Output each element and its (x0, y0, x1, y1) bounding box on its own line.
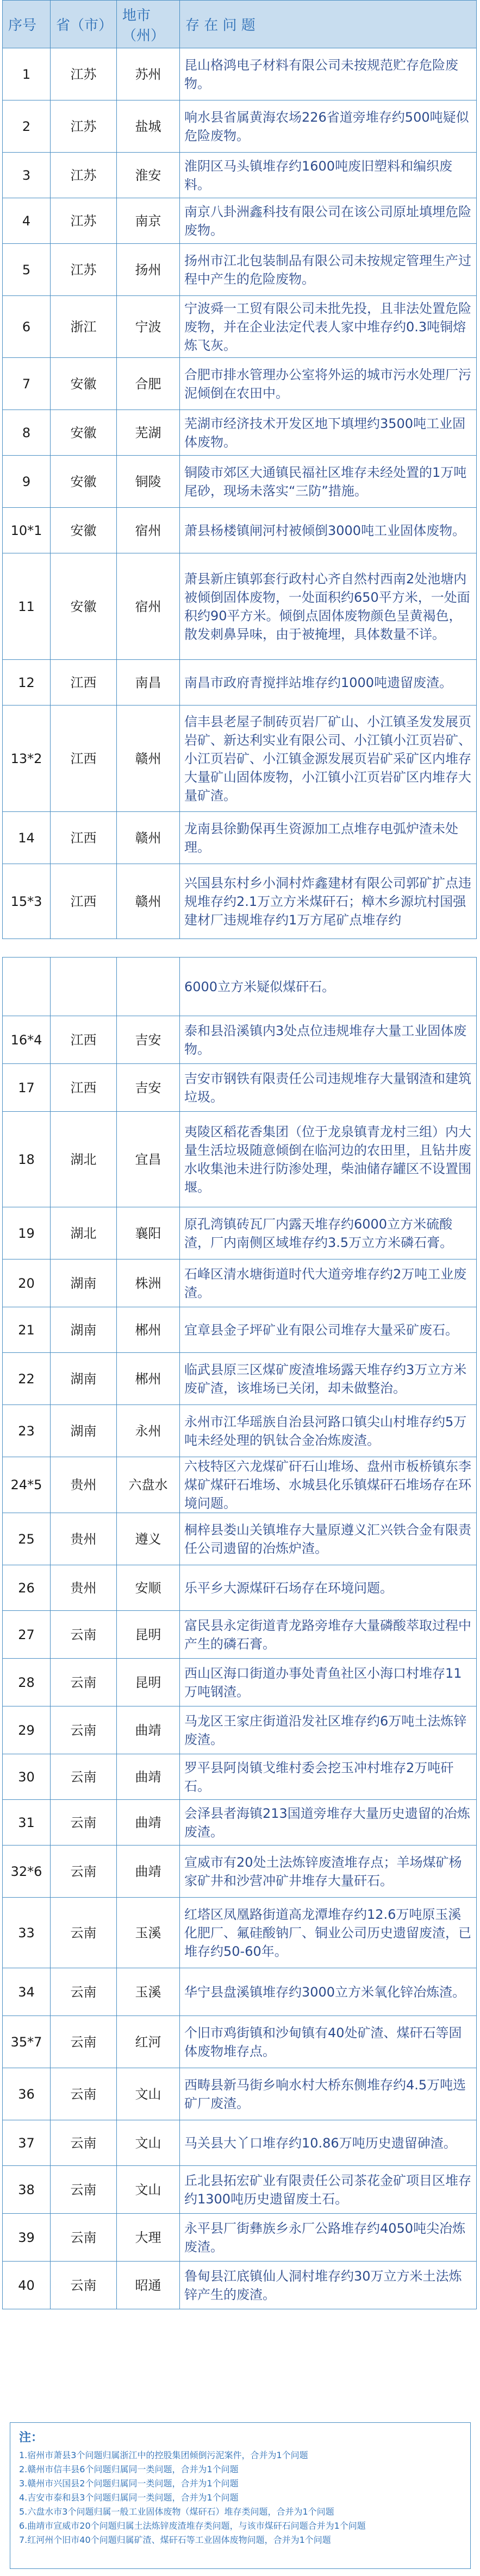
notes-box (10, 2422, 471, 2569)
row-number: 2 (3, 100, 51, 153)
row-city: 昆明 (117, 1659, 180, 1706)
row-number: 6 (3, 296, 51, 358)
row-city: 遵义 (117, 1513, 180, 1565)
row-issue: 淮阴区马头镇堆存约1600吨废旧塑料和编织废料。 (180, 153, 477, 198)
table-row (3, 1112, 477, 1207)
table-row (3, 456, 477, 508)
row-number: 28 (3, 1659, 51, 1706)
row-city: 苏州 (117, 48, 180, 100)
row-province: 湖北 (51, 1112, 117, 1207)
row-city: 昭通 (117, 2262, 180, 2309)
row-city: 文山 (117, 2120, 180, 2166)
row-province: 云南 (51, 1898, 117, 1968)
table-row (3, 2120, 477, 2166)
row-issue: 兴国县东村乡小洞村炸鑫建材有限公司郭矿扩点违规堆存约2.1万立方米煤矸石；樟木乡源坑村国强建材厂违规堆存约1万方尾矿点堆存约 (180, 864, 477, 939)
table-row (3, 2166, 477, 2214)
row-province: 云南 (51, 2214, 117, 2262)
continuation-province (51, 958, 117, 1016)
row-issue: 个旧市鸡街镇和沙甸镇有40处矿渣、煤矸石等固体废物堆存点。 (180, 2016, 477, 2068)
row-issue: 萧县新庄镇郭套行政村心齐自然村西南2处池塘内被倾倒固体废物，一处面积约650平方米，一处面积约90平方米。倾倒点固体废物颜色呈黄褐色，散发刺鼻异味，由于被掩埋，具体数量不详。 (180, 553, 477, 660)
table-row (3, 2016, 477, 2068)
row-province: 安徽 (51, 358, 117, 410)
row-issue: 丘北县拓宏矿业有限责任公司茶花金矿项目区堆存约1300吨历史遗留废土石。 (180, 2166, 477, 2214)
header-province: 省（市） (51, 1, 117, 48)
row-province: 江西 (51, 706, 117, 812)
row-number: 36 (3, 2068, 51, 2120)
row-issue: 信丰县老屋子制砖页岩厂矿山、小江镇圣发发展页岩矿、新达利实业有限公司、小江镇小江页岩矿、小江页岩矿、小江镇金源发展页岩矿采矿区内堆存大量矿山固体废物，小江镇小江页岩矿区内堆存大量矿渣。 (180, 706, 477, 812)
row-city: 宿州 (117, 508, 180, 553)
row-issue: 鲁甸县江底镇仙人洞村堆存约30万立方米土法炼锌产生的废渣。 (180, 2262, 477, 2309)
row-city: 文山 (117, 2068, 180, 2120)
row-issue: 宣威市有20处土法炼锌废渣堆存点；羊场煤矿杨家矿井和沙营冲矿井堆存大量矸石。 (180, 1846, 477, 1898)
row-province: 江苏 (51, 153, 117, 198)
row-city: 盐城 (117, 100, 180, 153)
row-city: 大理 (117, 2214, 180, 2262)
row-city: 宜昌 (117, 1112, 180, 1207)
row-number: 1 (3, 48, 51, 100)
row-issue: 宜章县金子坪矿业有限公司堆存大量采矿废石。 (180, 1307, 477, 1353)
row-number: 16*4 (3, 1016, 51, 1064)
table-row (3, 1968, 477, 2016)
row-province: 湖北 (51, 1207, 117, 1259)
row-issue: 华宁县盘溪镇堆存约3000立方米氧化锌冶炼渣。 (180, 1968, 477, 2016)
continuation-city (117, 958, 180, 1016)
row-city: 淮安 (117, 153, 180, 198)
row-issue: 宁波舜一工贸有限公司未批先投，且非法处置危险废物，并在企业法定代表人家中堆存约0.3吨铜熔炼飞灰。 (180, 296, 477, 358)
table-row (3, 1405, 477, 1457)
note-line: 3.赣州市兴国县2个问题归属同一类问题，合并为1个问题 (19, 2478, 239, 2489)
row-number: 4 (3, 198, 51, 244)
row-number: 7 (3, 358, 51, 410)
table-row (3, 1259, 477, 1307)
row-province: 安徽 (51, 456, 117, 508)
row-issue: 永平县厂街彝族乡永厂公路堆存约4050吨尖冶炼废渣。 (180, 2214, 477, 2262)
row-issue: 马龙区王家庄街道沿发社区堆存约6万吨土法炼锌废渣。 (180, 1706, 477, 1754)
row-issue: 昆山格鸿电子材料有限公司未按规范贮存危险废物。 (180, 48, 477, 100)
row-number: 22 (3, 1353, 51, 1405)
row-city: 曲靖 (117, 1800, 180, 1846)
row-number: 33 (3, 1898, 51, 1968)
notes-title: 注： (19, 2431, 43, 2445)
row-number: 19 (3, 1207, 51, 1259)
row-number: 9 (3, 456, 51, 508)
row-number: 32*6 (3, 1846, 51, 1898)
row-number: 3 (3, 153, 51, 198)
row-province: 江西 (51, 864, 117, 939)
row-number: 18 (3, 1112, 51, 1207)
table-row (3, 1064, 477, 1112)
row-province: 安徽 (51, 508, 117, 553)
table-row (3, 358, 477, 410)
row-province: 浙江 (51, 296, 117, 358)
row-issue: 南昌市政府青搅拌站堆存约1000吨遗留废渣。 (180, 660, 477, 706)
table-row (3, 1611, 477, 1659)
row-issue: 永州市江华瑶族自治县河路口镇尖山村堆存约5万吨未经处理的钒钛合金冶炼废渣。 (180, 1405, 477, 1457)
row-city: 赣州 (117, 706, 180, 812)
row-issue: 西山区海口街道办事处青鱼社区小海口村堆存11万吨钢渣。 (180, 1659, 477, 1706)
row-issue: 响水县省属黄海农场226省道旁堆存约500吨疑似危险废物。 (180, 100, 477, 153)
note-line: 1.宿州市萧县3个问题归属浙江中的控股集团倾倒污泥案件，合并为1个问题 (19, 2450, 308, 2460)
table-row (3, 1353, 477, 1405)
table-row (3, 1800, 477, 1846)
table-header-row (3, 1, 477, 48)
table-row (3, 2262, 477, 2309)
row-number: 31 (3, 1800, 51, 1846)
row-province: 安徽 (51, 553, 117, 660)
row-city: 赣州 (117, 864, 180, 939)
note-line: 6.曲靖市宣威市20个问题归属土法炼锌废渣堆存类问题，与该市煤矸石问题合并为1个问题 (19, 2521, 366, 2531)
notes-list (19, 2448, 462, 2547)
row-number: 30 (3, 1754, 51, 1800)
table-row (3, 296, 477, 358)
row-number: 17 (3, 1064, 51, 1112)
row-province: 云南 (51, 2068, 117, 2120)
row-issue: 泰和县沿溪镇内3处点位违规堆存大量工业固体废物。 (180, 1016, 477, 1064)
row-city: 玉溪 (117, 1898, 180, 1968)
row-province: 江苏 (51, 48, 117, 100)
row-province: 云南 (51, 1800, 117, 1846)
row-province: 云南 (51, 1611, 117, 1659)
row-province: 云南 (51, 1968, 117, 2016)
row-number: 34 (3, 1968, 51, 2016)
note-line: 5.六盘水市3个问题归属一般工业固体废物（煤矸石）堆存类问题，合并为1个问题 (19, 2506, 334, 2517)
row-city: 襄阳 (117, 1207, 180, 1259)
row-city: 曲靖 (117, 1754, 180, 1800)
row-number: 35*7 (3, 2016, 51, 2068)
row-number: 13*2 (3, 706, 51, 812)
row-city: 铜陵 (117, 456, 180, 508)
table-row (3, 2214, 477, 2262)
row-city: 吉安 (117, 1016, 180, 1064)
row-city: 宁波 (117, 296, 180, 358)
table-row (3, 198, 477, 244)
row-number: 40 (3, 2262, 51, 2309)
row-issue: 红塔区凤凰路街道高龙潭堆存约12.6万吨原玉溪化肥厂、氟硅酸钠厂、铜业公司历史遗留废渣，已堆存约50-60年。 (180, 1898, 477, 1968)
table-row (3, 1016, 477, 1064)
row-issue: 扬州市江北包装制品有限公司未按规定管理生产过程中产生的危险废物。 (180, 244, 477, 296)
table-row (3, 864, 477, 939)
table-row (3, 1513, 477, 1565)
row-number: 21 (3, 1307, 51, 1353)
row-number: 5 (3, 244, 51, 296)
issue-table-part2 (2, 957, 477, 2309)
row-province: 安徽 (51, 410, 117, 456)
row-city: 曲靖 (117, 1846, 180, 1898)
row-number: 14 (3, 812, 51, 864)
row-province: 江苏 (51, 244, 117, 296)
header-city: 地市（州） (117, 1, 180, 48)
row-issue: 吉安市钢铁有限责任公司违规堆存大量钢渣和建筑垃圾。 (180, 1064, 477, 1112)
row-city: 郴州 (117, 1353, 180, 1405)
row-province: 湖南 (51, 1307, 117, 1353)
row-issue: 富民县永定街道青龙路旁堆存大量磷酸萃取过程中产生的磷石膏。 (180, 1611, 477, 1659)
row-province: 江西 (51, 660, 117, 706)
row-number: 15*3 (3, 864, 51, 939)
row-city: 永州 (117, 1405, 180, 1457)
table-row (3, 2068, 477, 2120)
row-issue: 龙南县徐勤保再生资源加工点堆存电弧炉渣未处理。 (180, 812, 477, 864)
row-province: 贵州 (51, 1457, 117, 1513)
row-province: 云南 (51, 2262, 117, 2309)
row-province: 江苏 (51, 100, 117, 153)
row-city: 合肥 (117, 358, 180, 410)
row-province: 湖南 (51, 1353, 117, 1405)
row-province: 云南 (51, 1706, 117, 1754)
row-city: 安顺 (117, 1565, 180, 1611)
row-issue: 会泽县者海镇213国道旁堆存大量历史遗留的冶炼废渣。 (180, 1800, 477, 1846)
row-number: 20 (3, 1259, 51, 1307)
row-number: 29 (3, 1706, 51, 1754)
note-line: 4.吉安市泰和县3个问题归属同一类问题，合并为1个问题 (19, 2492, 239, 2503)
row-province: 贵州 (51, 1513, 117, 1565)
row-city: 郴州 (117, 1307, 180, 1353)
table-row (3, 1457, 477, 1513)
row-city: 扬州 (117, 244, 180, 296)
note-line: 2.赣州市信丰县6个问题归属同一类问题，合并为1个问题 (19, 2464, 239, 2474)
issue-table-part1 (2, 0, 477, 939)
row-issue: 乐平乡大源煤矸石场存在环境问题。 (180, 1565, 477, 1611)
row-number: 24*5 (3, 1457, 51, 1513)
row-city: 赣州 (117, 812, 180, 864)
table-row (3, 100, 477, 153)
row-province: 云南 (51, 1659, 117, 1706)
row-province: 云南 (51, 2016, 117, 2068)
row-province: 江西 (51, 1016, 117, 1064)
row-number: 25 (3, 1513, 51, 1565)
row-province: 贵州 (51, 1565, 117, 1611)
row-issue: 罗平县阿岗镇戈维村委会挖玉冲村堆存2万吨矸石。 (180, 1754, 477, 1800)
row-province: 江苏 (51, 198, 117, 244)
row-number: 27 (3, 1611, 51, 1659)
table-row (3, 1659, 477, 1706)
row-province: 江西 (51, 1064, 117, 1112)
row-issue: 桐梓县娄山关镇堆存大量原遵义汇兴铁合金有限责任公司遗留的冶炼炉渣。 (180, 1513, 477, 1565)
row-number: 26 (3, 1565, 51, 1611)
row-number: 8 (3, 410, 51, 456)
row-province: 湖南 (51, 1405, 117, 1457)
row-number: 10*1 (3, 508, 51, 553)
row-issue: 六枝特区六龙煤矿矸石山堆场、盘州市板桥镇东李煤矿煤矸石堆场、水城县化乐镇煤矸石堆场存在环境问题。 (180, 1457, 477, 1513)
table-row (3, 660, 477, 706)
row-province: 江西 (51, 812, 117, 864)
row-issue: 临武县原三区煤矿废渣堆场露天堆存约3万立方米废矿渣，该堆场已关闭，却未做整治。 (180, 1353, 477, 1405)
table-row (3, 812, 477, 864)
row-issue: 西畴县新马街乡响水村大桥东侧堆存约4.5万吨选矿厂废渣。 (180, 2068, 477, 2120)
row-city: 宿州 (117, 553, 180, 660)
row-province: 云南 (51, 1846, 117, 1898)
row-city: 六盘水 (117, 1457, 180, 1513)
table-row (3, 410, 477, 456)
table-row (3, 48, 477, 100)
table-row (3, 706, 477, 812)
continuation-row (3, 958, 477, 1016)
continuation-no (3, 958, 51, 1016)
row-issue: 萧县杨楼镇闸河村被倾倒3000吨工业固体废物。 (180, 508, 477, 553)
row-city: 曲靖 (117, 1706, 180, 1754)
row-province: 云南 (51, 2120, 117, 2166)
row-province: 湖南 (51, 1259, 117, 1307)
row-issue: 铜陵市郊区大通镇民福社区堆存未经处置的1万吨尾砂，现场未落实“三防”措施。 (180, 456, 477, 508)
row-city: 株洲 (117, 1259, 180, 1307)
row-city: 文山 (117, 2166, 180, 2214)
table-row (3, 508, 477, 553)
row-issue: 石峰区清水塘街道时代大道旁堆存约2万吨工业废渣。 (180, 1259, 477, 1307)
row-issue: 合肥市排水管理办公室将外运的城市污水处理厂污泥倾倒在农田中。 (180, 358, 477, 410)
row-city: 玉溪 (117, 1968, 180, 2016)
row-city: 芜湖 (117, 410, 180, 456)
row-issue: 芜湖市经济技术开发区地下填埋约3500吨工业固体废物。 (180, 410, 477, 456)
row-number: 39 (3, 2214, 51, 2262)
row-province: 云南 (51, 2166, 117, 2214)
table-row (3, 1307, 477, 1353)
row-number: 37 (3, 2120, 51, 2166)
row-number: 23 (3, 1405, 51, 1457)
row-issue: 南京八卦洲鑫科技有限公司在该公司原址填埋危险废物。 (180, 198, 477, 244)
table-row (3, 1754, 477, 1800)
row-province: 云南 (51, 1754, 117, 1800)
table-row (3, 1898, 477, 1968)
row-city: 昆明 (117, 1611, 180, 1659)
row-city: 南昌 (117, 660, 180, 706)
table-row (3, 244, 477, 296)
row-issue: 马关县大丫口堆存约10.86万吨历史遗留砷渣。 (180, 2120, 477, 2166)
table-row (3, 1207, 477, 1259)
table-row (3, 1565, 477, 1611)
header-issue: 存 在 问 题 (180, 1, 477, 48)
row-number: 12 (3, 660, 51, 706)
table-row (3, 553, 477, 660)
row-city: 吉安 (117, 1064, 180, 1112)
row-issue: 夷陵区稻花香集团（位于龙泉镇青龙村三组）内大量生活垃圾随意倾倒在临河边的农田里，且钻井废水收集池未进行防渗处理，柴油储存罐区不设置围堰。 (180, 1112, 477, 1207)
row-city: 南京 (117, 198, 180, 244)
row-number: 38 (3, 2166, 51, 2214)
row-city: 红河 (117, 2016, 180, 2068)
note-line: 7.红河州个旧市40个问题归属矿渣、煤矸石等工业固体废物问题，合并为1个问题 (19, 2535, 331, 2545)
continuation-issue: 6000立方米疑似煤矸石。 (180, 958, 477, 1016)
row-issue: 原孔湾镇砖瓦厂内露天堆存约6000立方米硫酸渣，厂内南侧区域堆存约3.5万立方米磷石膏。 (180, 1207, 477, 1259)
row-number: 11 (3, 553, 51, 660)
table-row (3, 1706, 477, 1754)
table-row (3, 1846, 477, 1898)
table-row (3, 153, 477, 198)
header-no: 序号 (3, 1, 51, 48)
